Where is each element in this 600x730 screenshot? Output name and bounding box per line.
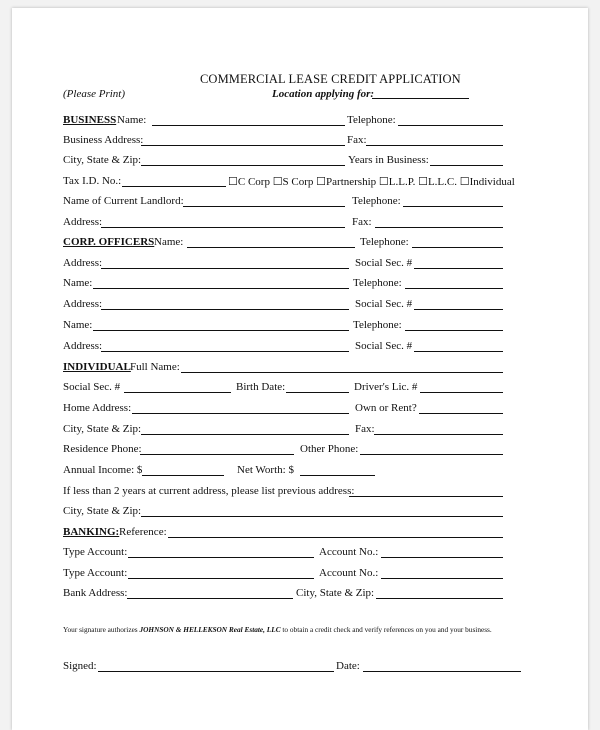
officer2-name-row	[63, 277, 503, 293]
officer3-name-field[interactable]	[93, 330, 349, 331]
individual-social-row	[63, 381, 503, 397]
residence-phone-field[interactable]	[140, 454, 294, 455]
please-print-note: (Please Print)	[63, 88, 126, 100]
officer2-address-field[interactable]	[101, 309, 349, 310]
type-account2-label: Type Account:	[63, 567, 128, 579]
business-fax-label: Fax:	[347, 134, 367, 146]
officer1-telephone-field[interactable]	[412, 247, 503, 248]
type-account2-field[interactable]	[128, 578, 314, 579]
banking-section-label: BANKING:	[63, 526, 120, 538]
company-name: JOHNSON & HELLEKSON Real Estate, LLC	[139, 625, 281, 634]
signature-row	[63, 660, 533, 676]
previous-city-label: City, State & Zip:	[63, 505, 142, 517]
residence-phone-label: Residence Phone:	[63, 443, 142, 455]
individual-fullname-field[interactable]	[181, 372, 503, 373]
officer1-name-field[interactable]	[187, 247, 355, 248]
individual-name-row	[63, 361, 503, 377]
tax-id-label: Tax I.D. No.:	[63, 175, 122, 187]
officer2-name-field[interactable]	[93, 288, 349, 289]
officer3-address-row	[63, 340, 503, 356]
officer2-address-row	[63, 298, 503, 314]
landlord-name-field[interactable]	[183, 206, 345, 207]
business-name-field[interactable]	[152, 125, 345, 126]
individual-social-label: Social Sec. #	[63, 381, 121, 393]
bank-reference-field[interactable]	[168, 537, 503, 538]
landlord-row	[63, 195, 503, 211]
officer2-social-field[interactable]	[414, 309, 503, 310]
landlord-fax-field[interactable]	[375, 227, 503, 228]
business-city-label: City, State & Zip:	[63, 154, 142, 166]
officer1-address-field[interactable]	[101, 268, 349, 269]
bank-city-field[interactable]	[376, 598, 503, 599]
landlord-address-field[interactable]	[101, 227, 345, 228]
business-telephone-label: Telephone:	[347, 114, 396, 126]
home-address-row	[63, 402, 503, 418]
account-no1-label: Account No.:	[319, 546, 379, 558]
other-phone-label: Other Phone:	[300, 443, 359, 455]
notice-text-pre: Your signature authorizes	[63, 625, 140, 634]
date-label: Date:	[336, 660, 360, 672]
account-no1-field[interactable]	[381, 557, 503, 558]
signature-field[interactable]	[98, 671, 334, 672]
phone-row	[63, 443, 503, 459]
net-worth-label: Net Worth: $	[237, 464, 294, 476]
entity-type-checkboxes[interactable]: ☐C Corp ☐S Corp ☐Partnership ☐L.L.P. ☐L.L.C. ☐Individual	[228, 176, 515, 188]
years-in-business-label: Years in Business:	[348, 154, 429, 166]
landlord-telephone-label: Telephone:	[352, 195, 401, 207]
bank-address-row	[63, 587, 503, 603]
landlord-telephone-field[interactable]	[403, 206, 503, 207]
individual-city-row	[63, 423, 503, 439]
business-name-label: Name:	[117, 114, 147, 126]
home-address-field[interactable]	[132, 413, 349, 414]
business-address-row	[63, 134, 503, 150]
officer3-name-label: Name:	[63, 319, 93, 331]
income-row	[63, 464, 503, 480]
officer2-name-label: Name:	[63, 277, 93, 289]
officer2-telephone-label: Telephone:	[353, 277, 402, 289]
business-name-row	[63, 114, 503, 130]
account-no2-field[interactable]	[381, 578, 503, 579]
officers-section-label: CORP. OFFICERS	[63, 236, 155, 248]
landlord-fax-label: Fax:	[352, 216, 372, 228]
individual-fax-field[interactable]	[374, 434, 503, 435]
individual-fax-label: Fax:	[355, 423, 375, 435]
notice-text-post: to obtain a credit check and verify references on you and your business.	[280, 625, 492, 634]
business-section-label: BUSINESS	[63, 114, 117, 126]
officer3-social-field[interactable]	[414, 351, 503, 352]
own-or-rent-field[interactable]	[419, 413, 503, 414]
business-fax-field[interactable]	[366, 145, 503, 146]
home-address-label: Home Address:	[63, 402, 132, 414]
officer1-name-row	[63, 236, 503, 252]
banking-reference-row	[63, 526, 503, 542]
form-title: COMMERCIAL LEASE CREDIT APPLICATION	[200, 72, 461, 86]
drivers-license-field[interactable]	[420, 392, 503, 393]
business-city-field[interactable]	[141, 165, 345, 166]
business-city-row	[63, 154, 503, 170]
birth-date-field[interactable]	[286, 392, 349, 393]
officer1-address-label: Address:	[63, 257, 103, 269]
bank-address-label: Bank Address:	[63, 587, 128, 599]
officer2-address-label: Address:	[63, 298, 103, 310]
years-in-business-field[interactable]	[430, 165, 503, 166]
landlord-address-row	[63, 216, 503, 232]
bank-city-label: City, State & Zip:	[296, 587, 375, 599]
location-label: Location applying for:	[272, 88, 375, 100]
officer1-name-label: Name:	[154, 236, 184, 248]
officer3-telephone-label: Telephone:	[353, 319, 402, 331]
business-address-label: Business Address:	[63, 134, 144, 146]
business-telephone-field[interactable]	[398, 125, 503, 126]
individual-social-field[interactable]	[124, 392, 231, 393]
account1-row	[63, 546, 503, 562]
individual-city-label: City, State & Zip:	[63, 423, 142, 435]
signed-label: Signed:	[63, 660, 97, 672]
officer1-telephone-label: Telephone:	[360, 236, 409, 248]
previous-city-field[interactable]	[141, 516, 503, 517]
tax-id-row	[63, 175, 515, 191]
previous-address-row	[63, 485, 503, 501]
birth-date-label: Birth Date:	[236, 381, 286, 393]
officer1-social-field[interactable]	[414, 268, 503, 269]
drivers-license-label: Driver's Lic. #	[354, 381, 418, 393]
officer1-social-label: Social Sec. #	[355, 257, 413, 269]
account2-row	[63, 567, 503, 583]
other-phone-field[interactable]	[360, 454, 503, 455]
officer3-address-field[interactable]	[101, 351, 349, 352]
landlord-address-label: Address:	[63, 216, 103, 228]
officer3-name-row	[63, 319, 503, 335]
annual-income-label: Annual Income: $	[63, 464, 143, 476]
type-account1-field[interactable]	[128, 557, 314, 558]
previous-address-label: If less than 2 years at current address, please list previous address:	[63, 485, 355, 497]
officer3-social-label: Social Sec. #	[355, 340, 413, 352]
own-or-rent-label: Own or Rent?	[355, 402, 417, 414]
individual-section-label: INDIVIDUAL	[63, 361, 131, 373]
officer3-telephone-field[interactable]	[405, 330, 503, 331]
annual-income-field[interactable]	[142, 475, 224, 476]
bank-reference-label: Reference:	[119, 526, 167, 538]
previous-city-row	[63, 505, 503, 521]
tax-id-field[interactable]	[122, 186, 226, 187]
previous-address-field[interactable]	[349, 496, 503, 497]
account-no2-label: Account No.:	[319, 567, 379, 579]
individual-fullname-label: Full Name:	[130, 361, 180, 373]
bank-address-field[interactable]	[127, 598, 293, 599]
officer2-telephone-field[interactable]	[405, 288, 503, 289]
type-account1-label: Type Account:	[63, 546, 128, 558]
authorization-notice	[63, 625, 492, 634]
location-field[interactable]	[372, 98, 469, 99]
individual-city-field[interactable]	[141, 434, 349, 435]
net-worth-field[interactable]	[300, 475, 375, 476]
officer3-address-label: Address:	[63, 340, 103, 352]
business-address-field[interactable]	[141, 145, 345, 146]
officer2-social-label: Social Sec. #	[355, 298, 413, 310]
officer1-address-row	[63, 257, 503, 273]
date-field[interactable]	[363, 671, 521, 672]
landlord-name-label: Name of Current Landlord:	[63, 195, 184, 207]
